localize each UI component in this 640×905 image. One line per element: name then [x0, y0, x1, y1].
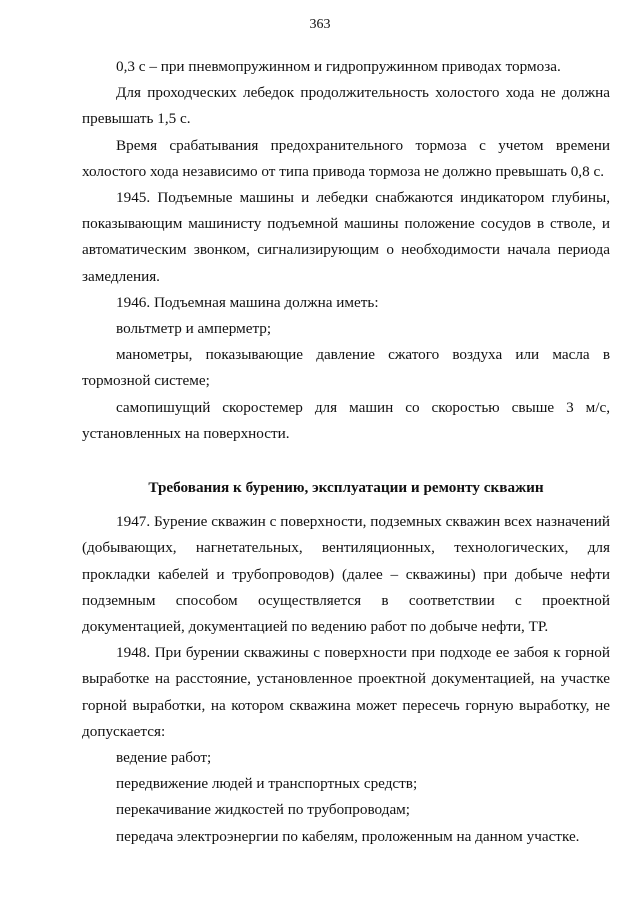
paragraph: Для проходческих лебедок продолжительность холостого хода не должна превышать 1,5 с. — [82, 84, 610, 128]
list-item: манометры, показывающие давление сжатого воздуха или масла в тормозной системе; — [82, 346, 610, 390]
paragraph-1947: 1947. Бурение скважин с поверхности, подземных скважин всех назначений (добывающих, нагнетательных, вентиляционных, технологических, для прокладки кабелей и трубопроводов) (далее – скважины) при добыче нефти подземным способом осуществляется в соответствии с проектной документацией, документацией по ведению работ по добыче нефти, ТР. — [82, 513, 610, 636]
list-item: перекачивание жидкостей по трубопроводам; — [116, 801, 411, 819]
list-item: вольтметр и амперметр; — [116, 320, 272, 338]
paragraph: 0,3 с – при пневмопружинном и гидропружинном приводах тормоза. — [116, 58, 561, 75]
list-item: самопишущий скоростемер для машин со скоростью свыше 3 м/с, установленных на поверхности. — [82, 398, 610, 442]
paragraph-1945: 1945. Подъемные машины и лебедки снабжаются индикатором глубины, показывающим машинисту подъемной машины положение сосудов в стволе, и автоматическим звонком, сигнализирующим о необходимости начала периода замедления. — [82, 189, 610, 285]
page-number: 363 — [309, 17, 331, 32]
section-heading: Требования к бурению, эксплуатации и ремонту скважин — [148, 479, 544, 497]
list-item: передача электроэнергии по кабелям, проложенным на данном участке. — [116, 827, 580, 845]
paragraph-1946: 1946. Подъемная машина должна иметь: — [116, 293, 379, 311]
document-body — [82, 54, 610, 850]
paragraph: Время срабатывания предохранительного тормоза с учетом времени холостого хода независимо от типа привода тормоза не должно превышать 0,8 с. — [82, 136, 610, 180]
paragraph-1948: 1948. При бурении скважины с поверхности при подходе ее забоя к горной выработке на расстояние, установленное проектной документацией, на участке горной выработки, на котором скважина может пересечь горную выработку, не допускается: — [82, 644, 610, 740]
list-item: передвижение людей и транспортных средств; — [116, 775, 418, 793]
list-item: ведение работ; — [116, 749, 212, 767]
